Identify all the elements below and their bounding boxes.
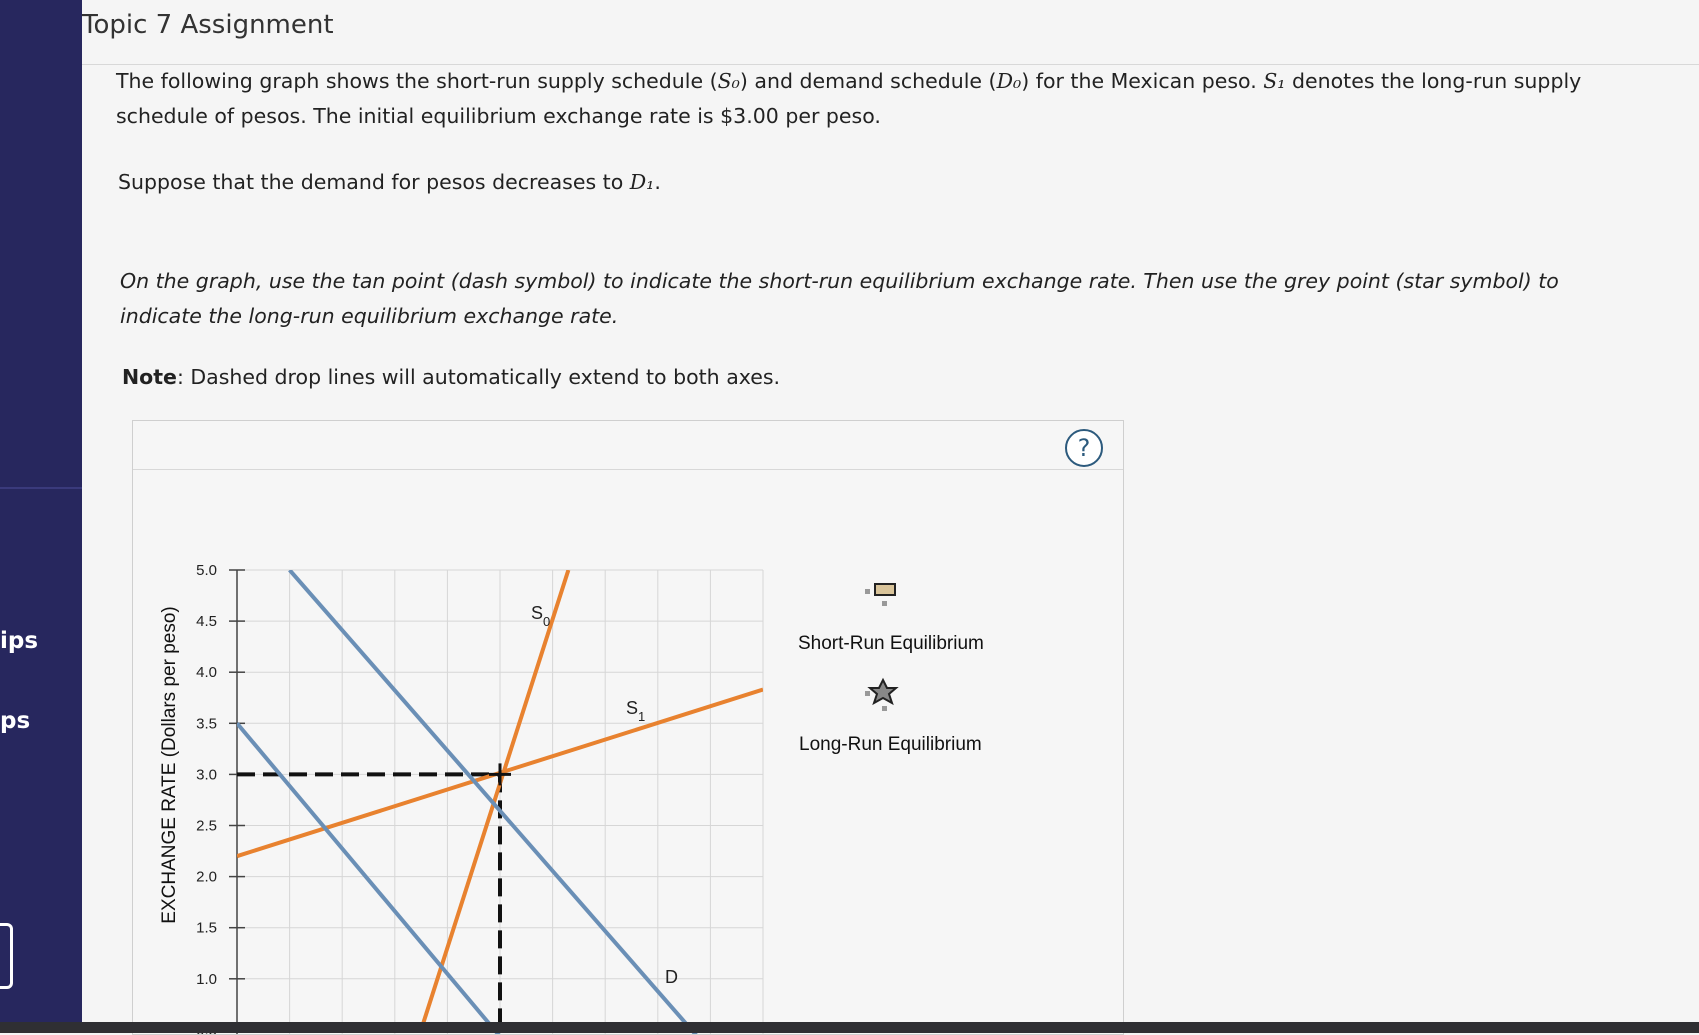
bottom-bar	[0, 1022, 1699, 1033]
y-tick-label: 2.5	[196, 817, 217, 835]
note-paragraph	[122, 360, 780, 395]
d1-symbol: D₁	[629, 170, 655, 194]
sidebar-item-steps[interactable]: ps	[0, 708, 31, 734]
exchange-rate-chart	[133, 421, 1123, 1034]
y-axis	[196, 562, 245, 1034]
y-tick-label: 1.0	[196, 970, 217, 988]
intro-text-c: ) for the Mexican peso.	[1021, 69, 1264, 93]
intro-text-b: ) and demand schedule (	[739, 69, 997, 93]
y-tick-label: 5.0	[196, 562, 217, 579]
y-axis-label: EXCHANGE RATE (Dollars per peso)	[159, 606, 180, 924]
y-tick-label: 3.0	[196, 766, 217, 784]
shift-text-b: .	[654, 170, 661, 194]
series-label-main: S	[531, 603, 544, 623]
long-run-legend-label: Long-Run Equilibrium	[799, 734, 982, 755]
note-text: : Dashed drop lines will automatically extend to both axes.	[176, 365, 781, 389]
star-marker-icon[interactable]	[865, 680, 896, 711]
intro-paragraph	[116, 64, 1596, 134]
sidebar-bracket-icon	[0, 923, 13, 989]
y-tick-label: 2.0	[196, 868, 217, 886]
graph-panel	[132, 420, 1124, 1035]
series-line-d0	[290, 570, 763, 1034]
series-line-s0	[421, 570, 568, 1030]
d0-symbol: D₀	[996, 69, 1022, 93]
y-tick-label: 4.5	[196, 613, 217, 631]
y-tick-label: 1.5	[196, 919, 217, 937]
s0-symbol: S₀	[717, 69, 740, 93]
s1-symbol: S₁	[1263, 69, 1286, 93]
note-label: Note	[122, 365, 177, 389]
short-run-legend-label: Short-Run Equilibrium	[798, 633, 984, 654]
series-label-sub: 0	[543, 614, 551, 629]
sidebar	[0, 0, 82, 1033]
series-label-main: D	[665, 967, 678, 987]
equilibrium-marker-group	[489, 763, 511, 785]
shift-text-a: Suppose that the demand for pesos decreases to	[118, 170, 630, 194]
help-icon[interactable]: ?	[1065, 429, 1103, 467]
y-tick-label: 4.0	[196, 664, 217, 682]
demand-shift-paragraph	[118, 165, 661, 200]
series-label-s0	[531, 603, 550, 629]
dash-marker-icon[interactable]	[865, 584, 895, 606]
series-label-main: S	[626, 698, 639, 718]
series-label-s1	[626, 698, 645, 724]
sidebar-item-tips[interactable]: ips	[0, 628, 39, 654]
series-label-d0	[665, 967, 678, 987]
main-content	[82, 0, 1699, 1033]
sidebar-divider	[0, 487, 82, 489]
series-label-sub: 1	[638, 709, 646, 724]
intro-text-d: denotes the long-run supply schedule of pesos. The initial equilibrium exchange rate is $3.00 per peso.	[116, 69, 1582, 128]
intro-text-a: The following graph shows the short-run supply schedule (	[116, 69, 718, 93]
y-tick-label: 3.5	[196, 715, 217, 733]
page-title: Topic 7 Assignment	[82, 10, 334, 40]
task-paragraph: On the graph, use the tan point (dash symbol) to indicate the short-run equilibrium exchange rate. Then use the grey point (star symbol) to indicate the long-run equilibrium exchange rate.	[120, 269, 1559, 328]
